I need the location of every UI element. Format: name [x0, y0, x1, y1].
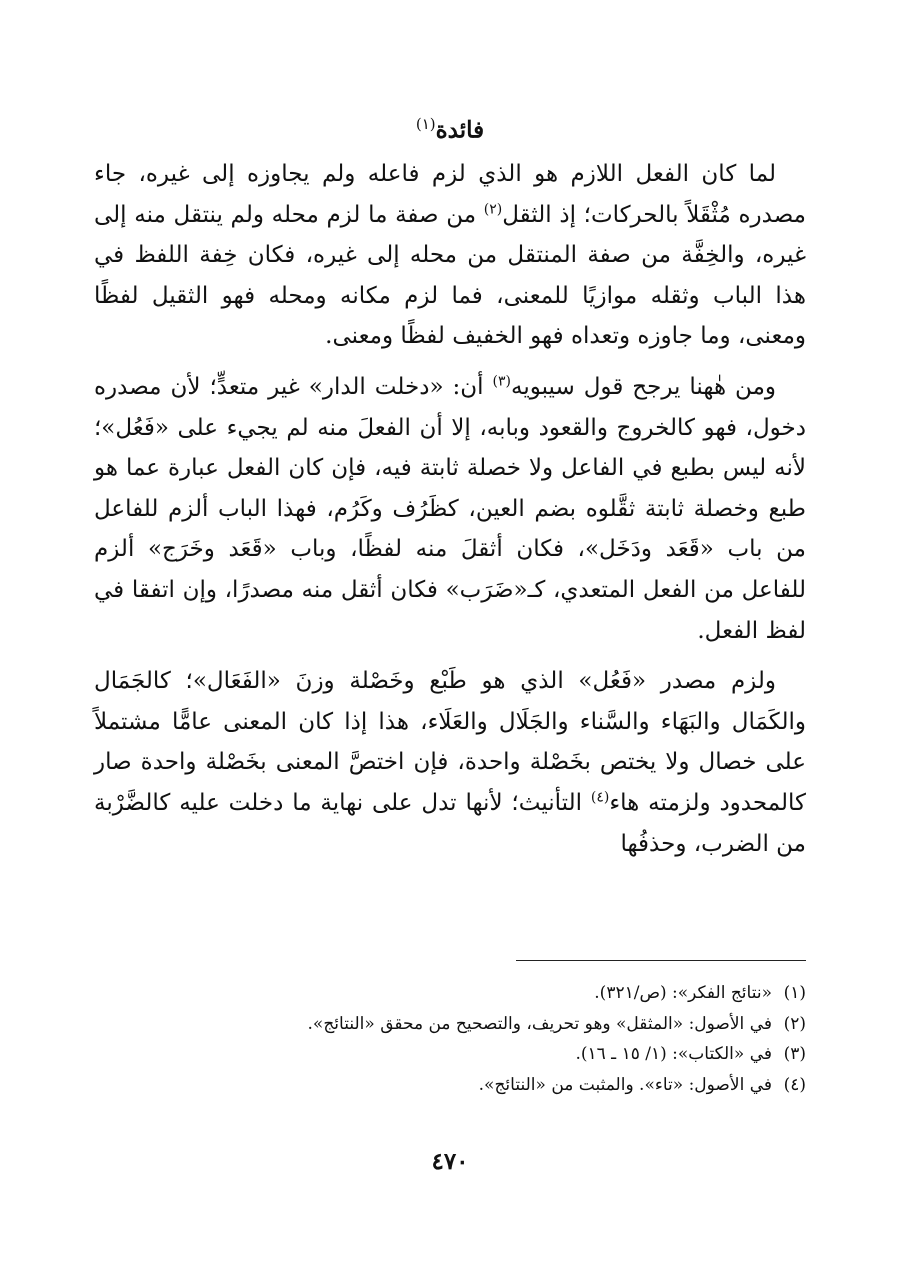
- paragraph-1-text: لما كان الفعل اللازم هو الذي لزم فاعله ولم يجاوزه إلى غيره، جاء مصدره مُثْقَلاً بالحركات؛ إذ الثقل: [94, 161, 806, 228]
- paragraph-3-text: ولزم مصدر «فَعُل» الذي هو طَبْع وخَصْلة وزنَ «الفَعَال»؛ كالجَمَال والكَمَال والبَهَاء والسَّناء والجَلَال والعَلَاء، هذا إذا كان المعنى عامًّا مشتملاً على خصال ولا يختص بخَصْلة واحدة، فإن اختصَّ المعنى بخَصْلة واحدة صار كالمحدود ولزمته هاء: [94, 668, 806, 816]
- footnote-4: [94, 1070, 806, 1101]
- page-number: ٤٧٠: [431, 1148, 469, 1175]
- main-text: [94, 154, 806, 874]
- footnote-text: في «الكتاب»: (١/ ١٥ ـ ١٦).: [575, 1044, 772, 1064]
- footnote-number: (٣): [783, 1044, 806, 1064]
- paragraph-3-text-cont: التأنيث؛ لأنها تدل على نهاية ما دخلت عليه كالضَّرْبة من الضرب، وحذفُها: [94, 789, 806, 857]
- footnote-1: [94, 978, 806, 1009]
- footnote-text: في الأصول: «تاء». والمثبت من «النتائج».: [478, 1074, 772, 1095]
- footnote-number: (٤): [783, 1074, 806, 1095]
- footnote-separator: [516, 960, 806, 961]
- paragraph-1: [94, 154, 806, 357]
- footnote-ref-3: (٣): [492, 373, 511, 390]
- footnote-ref-4: (٤): [590, 789, 610, 806]
- footnote-text: في الأصول: «المثقل» وهو تحريف، والتصحيح من محقق «النتائج».: [307, 1013, 772, 1034]
- footnote-2: [94, 1009, 806, 1040]
- paragraph-3: [94, 661, 806, 864]
- paragraph-2: [94, 367, 806, 651]
- footnote-number: (١): [783, 983, 806, 1003]
- section-heading-text: فائدة: [435, 116, 485, 144]
- footnote-ref-2: (٢): [483, 200, 503, 217]
- section-heading: [0, 104, 900, 151]
- footnote-text: «نتائج الفكر»: (ص/٣٢١).: [594, 983, 772, 1003]
- heading-footnote-ref: (١): [415, 115, 436, 133]
- footnote-3: [94, 1039, 806, 1070]
- paragraph-2-text: ومن هٰهنا يرجح قول سيبويه: [510, 373, 776, 400]
- paragraph-1-text-cont: من صفة ما لزم محله ولم ينتقل منه إلى غيره، والخِفَّة من صفة المنتقل من محله إلى غيره، فكان خِفة اللفظ في هذا الباب وثقله موازيًا للمعنى، فما لزم مكانه ومحله فهو الثقيل لفظًا ومعنى، وما جاوزه وتعداه فهو الخفيف لفظًا ومعنى.: [94, 201, 806, 350]
- paragraph-2-text-cont: أن: «دخلت الدار» غير متعدٍّ؛ لأن مصدره دخول، فهو كالخروج والقعود وبابه، إلا أن الفعلَ منه لم يجيء على «فَعُل»؛ لأنه ليس بطبع في الفاعل ولا خصلة ثابتة فيه، فإن كان الفعل عبارة عما هو طبع وخصلة ثابتة ثقَّلوه بضم العين، كظَرُف وكَرُم، فهذا الباب ألزم للفاعل من باب «قَعَد ودَخَل»، فكان أثقلَ منه لفظًا، وباب «قَعَد وخَرَج» ألزم للفاعل من الفعل المتعدي، كـ«ضَرَب» فكان أثقل منه مصدرًا، وإن اتفقا في لفظ الفعل.: [94, 373, 806, 644]
- footnote-number: (٢): [783, 1013, 806, 1034]
- footnotes: [94, 978, 806, 1100]
